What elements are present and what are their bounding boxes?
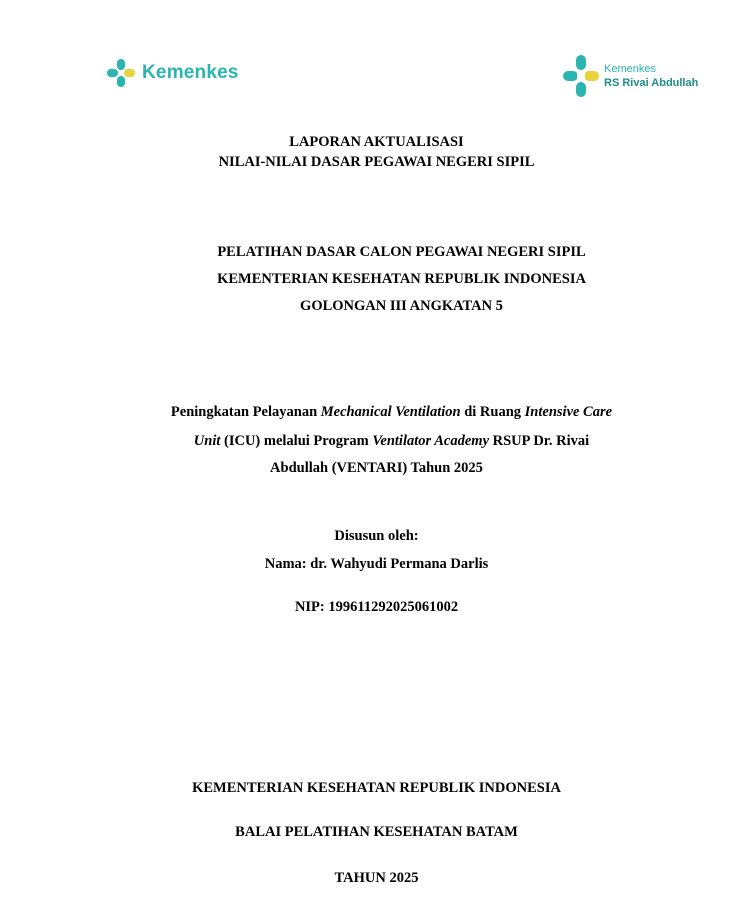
kemenkes-logo [106, 58, 239, 88]
rs-rivai-abdullah-logo [562, 54, 698, 98]
author-label: Disusun oleh: [334, 528, 419, 544]
report-subject-heading: NILAI-NILAI DASAR PEGAWAI NEGERI SIPIL [218, 154, 535, 170]
training-name: PELATIHAN DASAR CALON PEGAWAI NEGERI SIPIL [217, 244, 586, 260]
title-part: di Ruang [460, 404, 525, 420]
author-nip: NIP: 199611292025061002 [294, 599, 459, 615]
report-title-line-1 [0, 398, 753, 427]
kemenkes-emblem-icon [562, 54, 600, 98]
report-type-heading: LAPORAN AKTUALISASI [289, 134, 464, 150]
footer-ministry: KEMENTERIAN KESEHATAN REPUBLIK INDONESIA [192, 780, 561, 796]
report-title-line-2 [0, 427, 753, 456]
title-part-italic: Mechanical Ventilation [320, 404, 461, 420]
batch-info: GOLONGAN III ANGKATAN 5 [300, 298, 503, 314]
kemenkes-label: Kemenkes [604, 63, 656, 75]
title-part-italic: Unit [193, 433, 221, 449]
title-part: (ICU) melalui Program [220, 433, 373, 449]
footer-year: TAHUN 2025 [334, 870, 419, 886]
title-part-italic: Ventilator Academy [372, 433, 490, 449]
hospital-name-label: RS Rivai Abdullah [604, 77, 699, 89]
title-part-italic: Intensive Care [524, 404, 613, 420]
ministry-name: KEMENTERIAN KESEHATAN REPUBLIK INDONESIA [217, 271, 586, 287]
title-part: RSUP Dr. Rivai [489, 433, 590, 449]
title-part: Peningkatan Pelayanan [170, 404, 321, 420]
report-title-line-3: Abdullah (VENTARI) Tahun 2025 [270, 460, 483, 476]
kemenkes-emblem-icon [106, 58, 136, 88]
kemenkes-brand-text: Kemenkes [142, 62, 239, 83]
footer-institution: BALAI PELATIHAN KESEHATAN BATAM [235, 824, 518, 840]
author-name: Nama: dr. Wahyudi Permana Darlis [264, 556, 489, 572]
